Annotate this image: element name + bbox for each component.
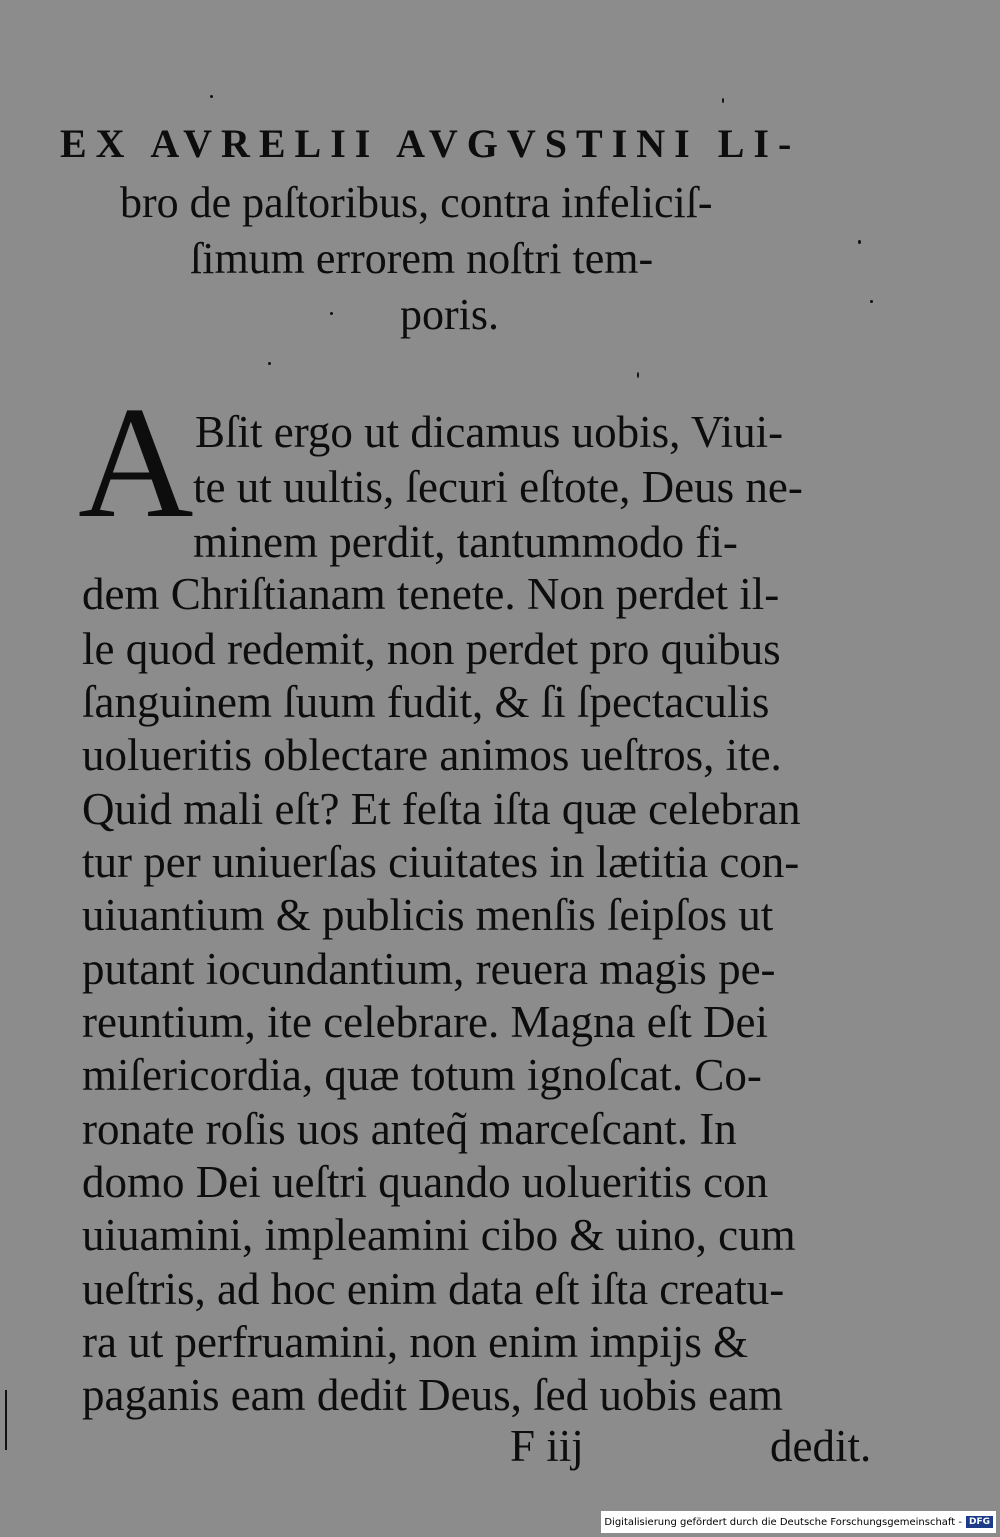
body-line: uiuantium & publicis menſis ſeipſos ut [82, 890, 774, 940]
digitization-credit [601, 1511, 996, 1533]
ink-speck [330, 312, 333, 315]
heading-line-4: poris. [400, 290, 499, 339]
body-line: te ut uultis, ſecuri eſtote, Deus ne- [193, 462, 803, 512]
body-line: minem perdit, tantummodo fi- [193, 517, 738, 567]
body-line: reuntium, ite celebrare. Magna eſt Dei [82, 997, 768, 1047]
body-line: putant iocundantium, reuera magis pe- [82, 944, 776, 994]
body-line: ueſtris, ad hoc enim data eſt iſta creatu- [82, 1264, 785, 1314]
heading-continuation [60, 175, 820, 343]
ink-speck [5, 1390, 7, 1450]
body-line: tur per uniuerſas ciuitates in lætitia con- [82, 837, 800, 887]
footer-text: Digitalisierung gefördert durch die Deutsche Forschungsgemeinschaft - [604, 1516, 962, 1528]
body-line: ra ut perfruamini, non enim impijs & [82, 1317, 749, 1367]
body-line: ronate roſis uos anteq̃ marceſcant. In [82, 1104, 737, 1154]
body-line: ſanguinem ſuum fudit, & ſi ſpectaculis [82, 677, 770, 727]
body-line: le quod redemit, non perdet pro quibus [82, 624, 781, 674]
ink-speck [268, 362, 271, 365]
dfg-logo: DFG [966, 1516, 993, 1528]
ink-speck [722, 98, 724, 103]
drop-cap: A [78, 373, 194, 551]
chapter-heading [60, 118, 880, 170]
body-line: Bſit ergo ut dicamus uobis, Viui- [195, 407, 784, 457]
heading-line-3: ſimum errorem noſtri tem- [190, 234, 654, 283]
body-line: dem Chriſtianam tenete. Non perdet il- [82, 569, 780, 619]
ink-speck [637, 372, 639, 378]
body-line: uiuamini, impleamini cibo & uino, cum [82, 1210, 796, 1260]
body-line: paganis eam dedit Deus, ſed uobis eam [82, 1370, 784, 1420]
body-line: uolueritis oblectare animos ueſtros, ite. [82, 730, 782, 780]
heading-line-2: bro de paſtoribus, contra infeliciſ- [120, 178, 713, 227]
ink-speck [858, 240, 861, 244]
catchword: dedit. [770, 1421, 872, 1471]
signature-mark: F iij [510, 1421, 584, 1471]
body-line: domo Dei ueſtri quando uolueritis con [82, 1157, 769, 1207]
ink-speck [210, 95, 213, 98]
body-line: miſericordia, quæ totum ignoſcat. Co- [82, 1050, 762, 1100]
ink-speck [870, 300, 873, 303]
heading-line-1: EX AVRELII AVGVSTINI LI- [60, 121, 801, 166]
body-line: Quid mali eſt? Et feſta iſta quæ celebran [82, 784, 801, 834]
